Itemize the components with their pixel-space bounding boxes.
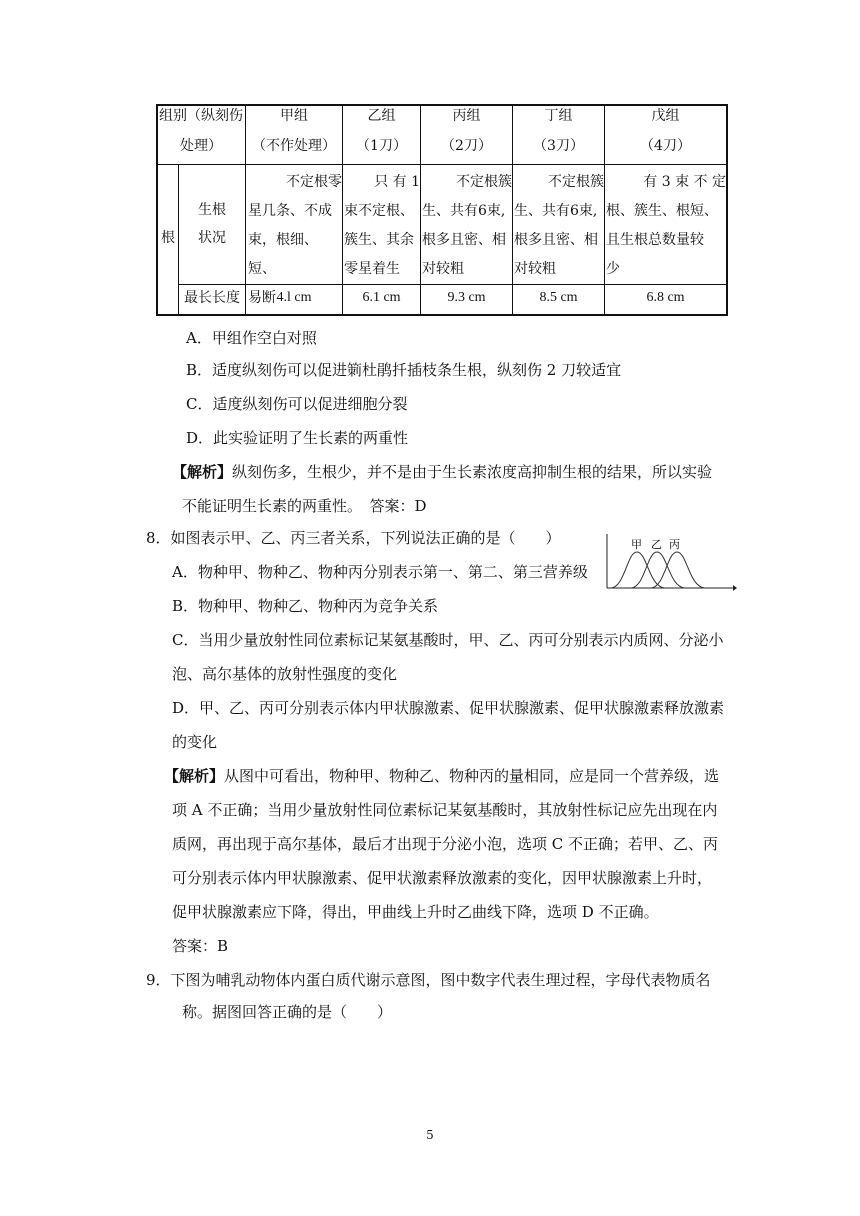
table-border-bottom [156,314,728,316]
q8-option-a: A．物种甲、物种乙、物种丙分别表示第一、第二、第三营养级 [172,563,588,581]
rooting-bing: 不定根簇 生、共有6束, 根多且密、相 对较粗 [422,174,512,277]
rooting-ding: 不定根簇 生、共有6束, 根多且密、相 对较粗 [514,174,604,277]
q7-option-d: D．此实验证明了生长素的两重性 [186,429,409,447]
q8-analysis-line3: 质网，再出现于高尔基体，最后才出现于分泌小泡，选项 C 不正确；若甲、乙、丙 [172,835,719,853]
q8-option-d-line2: 的变化 [172,733,218,751]
header-jia: 甲组 （不作处理） [252,108,336,154]
rooting-status-label: 生根 状况 [198,202,226,246]
q7-option-c: C．适度纵刻伤可以促进细胞分裂 [186,395,408,413]
curve-label-jia: 甲 [631,538,642,551]
q7-option-a: A．甲组作空白对照 [186,329,317,347]
q7-analysis-line1 [172,462,712,482]
q8-option-c-line2: 泡、高尔基体的放射性强度的变化 [172,665,398,683]
q8-analysis-line5: 促甲状腺激素应下降，得出，甲曲线上升时乙曲线下降，选项 D 不正确。 [172,903,659,921]
curves-svg [603,532,737,592]
max-length-bing: 9.3 cm [447,290,486,305]
rooting-jia: 不定根零 星几条、不成 束，根细、短、 易断 [248,174,342,306]
q8-analysis-line2: 项 A 不正确；当用少量放射性同位素标记某氨基酸时，其放射性标记应先出现在内 [172,801,718,819]
curve-label-yi: 乙 [651,538,662,551]
q8-option-b: B．物种甲、物种乙、物种丙为竞争关系 [172,597,439,615]
q8-option-c-line1: C．当用少量放射性同位素标记某氨基酸时，甲、乙、丙可分别表示内质网、分泌小 [172,631,724,649]
q8-answer: 答案：B [172,937,229,955]
header-group-label: 组别（纵刻伤 处理） [159,108,243,154]
max-length-ding: 8.5 cm [539,290,578,305]
analysis-text: 纵刻伤多，生根少，并不是由于生长素浓度高抑制生根的结果，所以实验 [232,463,713,481]
rooting-yi: 只 有 1 束不定根、 簇生、其余 零星着生 [344,174,420,277]
curve-bing [651,552,705,588]
q9-stem-line1: 9．下图为哺乳动物体内蛋白质代谢示意图，图中数字代表生理过程，字母代表物质名 [146,971,711,989]
header-wu: 戊组 （4刀） [640,108,691,154]
rooting-wu: 有 3 束 不 定 根、簇生、根短、 且生根总数量较 少 [606,174,726,277]
table-header-divider [156,164,728,165]
max-length-jia: 4.l cm [276,290,312,305]
curve-label-bing: 丙 [669,538,680,551]
header-ding: 丁组 （3刀） [533,108,584,154]
curve-jia [611,552,665,588]
population-curves-figure [603,532,737,592]
experiment-table [156,104,728,316]
q7-option-b: B．适度纵刻伤可以促进箣杜鹃扦插枝条生根，纵刻伤 2 刀较适宜 [186,361,622,379]
header-bing: 丙组 （2刀） [441,108,492,154]
max-length-wu: 6.8 cm [646,290,685,305]
analysis-text: 从图中可看出，物种甲、物种乙、物种丙的量相同，应是同一个营养级，选 [224,767,720,785]
analysis-tag: 【解析】 [172,463,233,481]
max-length-label: 最长长度 [184,290,240,306]
header-yi: 乙组 （1刀） [356,108,407,154]
q8-option-d-line1: D．甲、乙、丙可分别表示体内甲状腺激素、促甲状腺激素、促甲状腺激素释放激素 [172,699,725,717]
analysis-tag: 【解析】 [164,767,225,785]
q7-analysis-line2: 不能证明生长素的两重性。 答案：D [182,497,427,515]
curve-yi [631,552,685,588]
q8-stem: 8．如图表示甲、乙、丙三者关系，下列说法正确的是（ ） [146,529,561,547]
q8-analysis-line1 [164,766,719,786]
max-length-yi: 6.1 cm [362,290,401,305]
q8-analysis-line4: 可分别表示体内甲状腺激素、促甲状激素释放激素的变化，因甲状腺激素上升时， [172,869,713,887]
root-label: 根 [161,230,175,246]
x-axis-arrow [733,585,737,591]
q9-stem-line2: 称。据图回答正确的是（ ） [182,1003,393,1021]
page-number: 5 [426,1128,434,1142]
